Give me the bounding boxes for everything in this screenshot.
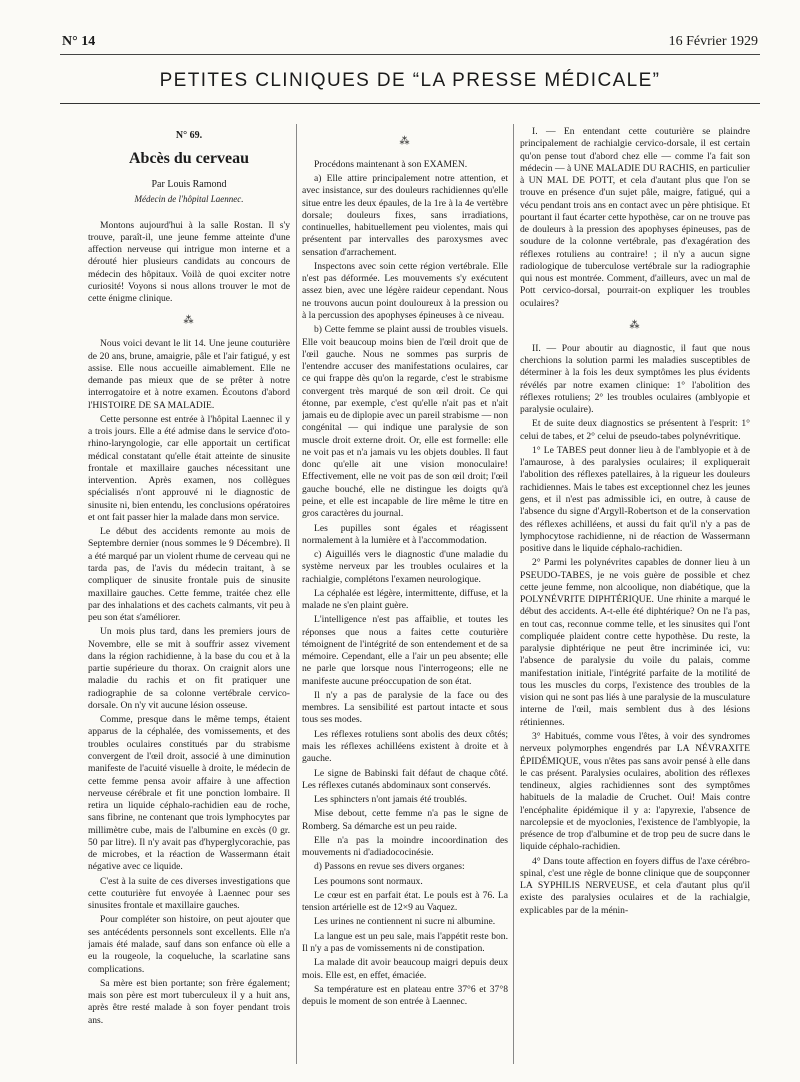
article-number: N° 69. [175, 130, 203, 141]
paragraph: Il n'y a pas de paralysie de la face ou des membres. La sensibilité est partout intacte et sous tous ses modes. [302, 689, 508, 726]
paragraph: Inspectons avec soin cette région vertébrale. Elle n'est pas déformée. Les mouvements s'y exécutent assez bien, avec une légère raideur cependant. Nous ne trouvons aucun point douloureux à la pression ou à la percussion des apophyses épineuses à ce niveau. [302, 260, 508, 321]
section-separator: ⁂ [399, 136, 411, 147]
paragraph: Elle n'a pas la moindre incoordination des mouvements ni d'adiadococinésie. [302, 834, 508, 859]
paragraph: 2° Parmi les polynévrites capables de donner lieu à un PSEUDO-TABES, je ne vois guère de possible et chez cette jeune femme, non alcoolique, non diabétique, que la POLYNÉVRITE DIPHTÉRIQUE. Une rhinite a marqué le début des accidents. A-t-elle été diphtérique? On ne l'a pas, en tout cas, reconnue comme telle, et les sinusites qui l'ont compliquée plaident contre cette hypothèse. Du reste, la paralysie diphtérique ne peut être incriminée ici, vu: l'absence de paralysie du voile du palais, comme manifestation initiale, l'intégrité parfaite de la motilité de tous les muscles du corps, l'existence des troubles de la vision qui ne sont pas liés à une paralysie de la musculature interne de l'œil, mais semblent dus à des lésions rétiniennes. [520, 557, 750, 728]
paragraph: La malade dit avoir beaucoup maigri depuis deux mois. Elle est, en effet, émaciée. [302, 957, 508, 981]
column-1 [88, 126, 290, 1066]
article-title: Abcès du cerveau [129, 149, 249, 167]
article-author: Par Louis Ramond [151, 179, 227, 191]
paragraph: Pour compléter son histoire, on peut ajouter que ses antécédents personnels sont excellents. Elle n'a jamais été malade, sauf dans son enfance où elle a eu la rougeole, la coqueluche, la scarlatine sans complications. [88, 914, 290, 975]
issue-date: 16 Février 1929 [668, 34, 758, 49]
column-2 [302, 126, 508, 1066]
paragraph: L'intelligence n'est pas affaiblie, et toutes les réponses que nous a faites cette couturière témoignent de l'intégrité de son entendement et de sa mémoire. Cependant, elle a l'air un peu absente; elle ne parle que lorsque nous l'interrogeons; elle ne manifeste aucune préoccupation de son état. [302, 614, 508, 687]
paragraph: Les pupilles sont égales et réagissent normalement à la lumière et à l'accommodation. [302, 522, 508, 546]
issue-number: N° 14 [62, 34, 96, 49]
paragraph: a) Elle attire principalement notre attention, et avec insistance, sur des douleurs rachidiennes qu'elle situe entre les deux épaules, de la 1re à la 4e vertèbre dorsale; douleurs fixes, sans irradiations, continuelles, habituellement peu violentes, mais qui présentent par intervalles des paroxysmes avec sensation d'arrachement. [302, 173, 508, 258]
paragraph: 3° Habitués, comme vous l'êtes, à voir des syndromes nerveux polymorphes engendrés par LA NÉVRAXITE ÉPIDÉMIQUE, vous n'êtes pas sans avoir pensé à elle dans le cas présent. Paralysies oculaires, abolition des réflexes tendineux, algies rachidiennes sont des symptômes habituels de la maladie de Cruchet. Oui! Mais contre l'encéphalite épidémique il y a: l'apyrexie, l'absence de narcolepsie et de myoclonies, l'existence de l'amblyopie, la présence de trop d'albumine et de trop peu de sucre dans le liquide céphalo-rachidien. [520, 731, 750, 853]
paragraph: La langue est un peu sale, mais l'appétit reste bon. Il n'y a pas de vomissements ni de constipation. [302, 930, 508, 954]
section-separator: ⁂ [183, 315, 195, 327]
paragraph: Comme, presque dans le même temps, étaient apparus de la céphalée, des vomissements, et des troubles oculaires constitués par du strabisme convergent de l'œil droit, associé à une diminution manifeste de l'acuité visuelle à droite, le médecin de cette femme pensa avoir affaire à une affection nerveuse cérébrale et fit une ponction lombaire. Il retira un liquide céphalo-rachidien eau de roche, sans fibrine, ne contenant que trois lymphocytes par millimètre cube, mais de l'albumine en excès (0 gr. 50 par litre). Il n'y avait pas d'hyperglycorachie, pas de microbes, et la réaction de Wassermann était négative avec ce liquide. [88, 714, 290, 873]
paragraph: Les poumons sont normaux. [314, 875, 423, 887]
paragraph: Un mois plus tard, dans les premiers jours de Novembre, elle se mit à souffrir assez vivement dans la région rachidienne, à la base du cou et à la partie supérieure du thorax. On craignit alors une maladie du rachis et on fit pratiquer une radiographie de sa colonne vertébrale cervico-dorsale. On n'y vit aucune lésion osseuse. [88, 626, 290, 711]
paragraph: I. — En entendant cette couturière se plaindre principalement de rachialgie cervico-dorsale, il est certain qu'on pense tout d'abord chez elle — comme l'a fait son médecin — à UNE MALADIE DU RACHIS, en particulier à UN MAL DE POTT, et cela d'autant plus que l'on se trouve en présence d'un sujet pâle, maigre, fatigué, qui a vécu pendant trois ans en contact avec un père phtisique. Et pourtant il faut écarter cette hypothèse, car on ne trouve pas de douleurs à la pression des apophyses épineuses, pas de soudure de la colonne vertébrale, pas d'exagération des réflexes rotuliens au contraire! ; il n'y a aucun signe radiologique de tuberculose vertébrale sur la radiographie qui nous est montrée. Comment, d'ailleurs, avec un mal de Pott cervico-dorsal, pourrait-on expliquer les troubles oculaires? [520, 126, 750, 309]
paragraph: Procédons maintenant à son EXAMEN. [314, 158, 468, 170]
masthead-rule [60, 103, 760, 104]
header-rule [60, 54, 760, 55]
paragraph: Cette personne est entrée à l'hôpital Laennec il y a trois jours. Elle a été admise dans le service d'oto-rhino-laryngologie, car elle apportait un certificat médical constatant qu'elle était atteinte de sinusite frontale et maxillaire gauches nécessitant une intervention. Après examen, nos collègues spécialisés n'ont approuvé ni le diagnostic de sinusite ni, bien entendu, les conclusions opératoires et ont fait passer hier la malade dans mon service. [88, 413, 290, 523]
author-affiliation: Médecin de l'hôpital Laennec. [134, 194, 244, 205]
paragraph: Montons aujourd'hui à la salle Rostan. Il s'y trouve, paraît-il, une jeune femme atteinte d'une affection nerveuse qui intrigue mon interne et a dérouté hier plusieurs candidats au concours de médecin des hôpitaux. Voilà de quoi exciter notre curiosité! Voyons si nous allons trouver le mot de cette énigme clinique. [88, 219, 290, 305]
paragraph: 1° Le TABES peut donner lieu à de l'amblyopie et à de l'amaurose, à des paralysies oculaires; il expliquerait l'abolition des réflexes patellaires, à la rigueur les douleurs rachidiennes. Mais le tabes est exceptionnel chez les jeunes gens, et il n'est pas admissible ici, en outre, à cause de l'absence du signe d'Argyll-Robertson et de la conservation des réflexes achilléens, et aussi du fait qu'il n'y a pas de lymphocytose rachidienne, ni de réaction de Wassermann positive dans le liquide céphalo-rachidien. [520, 444, 750, 555]
paragraph: Le début des accidents remonte au mois de Septembre dernier (nous sommes le 9 Décembre). Il a été marqué par un violent rhume de cerveau qui ne tarda pas, de l'avis du médecin traitant, à se compliquer de sinusite frontale puis de sinusite maxillaire gauches. Cette femme, traitée chez elle par des inhalations et des cachets calmants, vit peu à peu son état s'améliorer. [88, 526, 290, 624]
paragraph: d) Passons en revue ses divers organes: [314, 861, 465, 873]
paragraph: II. — Pour aboutir au diagnostic, il faut que nous cherchions la solution parmi les maladies susceptibles de déterminer à la fois les deux symptômes les plus évidents révélés par notre examen clinique: 1° l'abolition des réflexes rotuliens; 2° les troubles oculaires (amblyopie et paralysie oculaire). [520, 342, 750, 416]
column-3 [520, 126, 750, 1066]
paragraph: Le signe de Babinski fait défaut de chaque côté. Les réflexes cutanés abdominaux sont conservés. [302, 767, 508, 791]
column-divider [296, 124, 297, 1064]
paragraph: b) Cette femme se plaint aussi de troubles visuels. Elle voit beaucoup moins bien de l'œil droit que de l'œil gauche. Nous ne sommes pas surpris de l'entendre accuser des manifestations oculaires, car ce qui frappe dès qu'on la regarde, c'est le strabisme convergent très marqué de son œil droit. Ce qui étonne, par exemple, c'est qu'elle n'ait pas et n'ait jamais eu de diplopie avec un pareil strabisme — non congénital — qui indique une paralysie de son muscle droit externe droit. Or, elle est formelle: elle ne voit pas et n'a jamais vu les objets doubles. Il faut donc qu'elle ait une vision monoculaire! Effectivement, elle ne voit pas de son œil droit; l'œil gauche bouché, elle ne distingue les doigts qu'à peine, et elle est incapable de lire même le titre en gros caractères du journal. [302, 324, 508, 520]
paragraph: c) Aiguillés vers le diagnostic d'une maladie du système nerveux par les troubles oculaires et la rachialgie, complétons l'examen neurologique. [302, 549, 508, 585]
paragraph: Mise debout, cette femme n'a pas le signe de Romberg. Sa démarche est un peu raide. [302, 808, 508, 832]
paragraph: La céphalée est légère, intermittente, diffuse, et la malade ne s'en plaint guère. [302, 587, 508, 612]
paragraph: C'est à la suite de ces diverses investigations que cette couturière fut envoyée à Laennec pour ses sinusites frontale et maxillaire gauches. [88, 875, 290, 912]
paragraph: Les réflexes rotuliens sont abolis des deux côtés; mais les réflexes achilléens existent à droite et à gauche. [302, 728, 508, 765]
paragraph: Les urines ne contiennent ni sucre ni albumine. [314, 916, 496, 928]
paragraph: 4° Dans toute affection en foyers diffus de l'axe cérébro-spinal, c'est une règle de bonne clinique que de soupçonner LA SYPHILIS NERVEUSE, et cela d'autant plus qu'il existe des paralysies oculaires et de la rachialgie, explicables par de la ménin- [520, 855, 750, 916]
paragraph: Et de suite deux diagnostics se présentent à l'esprit: 1° celui de tabes, et 2° celui de pseudo-tabes polynévritique. [520, 418, 750, 442]
paragraph: Les sphincters n'ont jamais été troublés. [314, 794, 468, 806]
paragraph: Nous voici devant le lit 14. Une jeune couturière de 20 ans, brune, amaigrie, pâle et l'air fatigué, y est assise. Elle nous accueille aimablement. Elle ne demande pas mieux que de se prêter à notre interrogatoire et à notre examen. Écoutons d'abord l'HISTOIRE DE SA MALADIE. [88, 338, 290, 411]
paragraph: Le cœur est en parfait état. Le pouls est à 76. La tension artérielle est de 12×9 au Vaquez. [302, 889, 508, 914]
masthead-title: PETITES CLINIQUES DE “LA PRESSE MÉDICALE” [159, 70, 661, 91]
section-separator: ⁂ [629, 319, 641, 331]
paragraph: Sa température est en plateau entre 37°6 et 37°8 depuis le moment de son entrée à Laennec. [302, 983, 508, 1008]
paragraph: Sa mère est bien portante; son frère également; mais son père est mort tuberculeux il y a huit ans, après être resté malade à son foyer pendant trois ans. [88, 977, 290, 1026]
column-divider [513, 124, 514, 1064]
